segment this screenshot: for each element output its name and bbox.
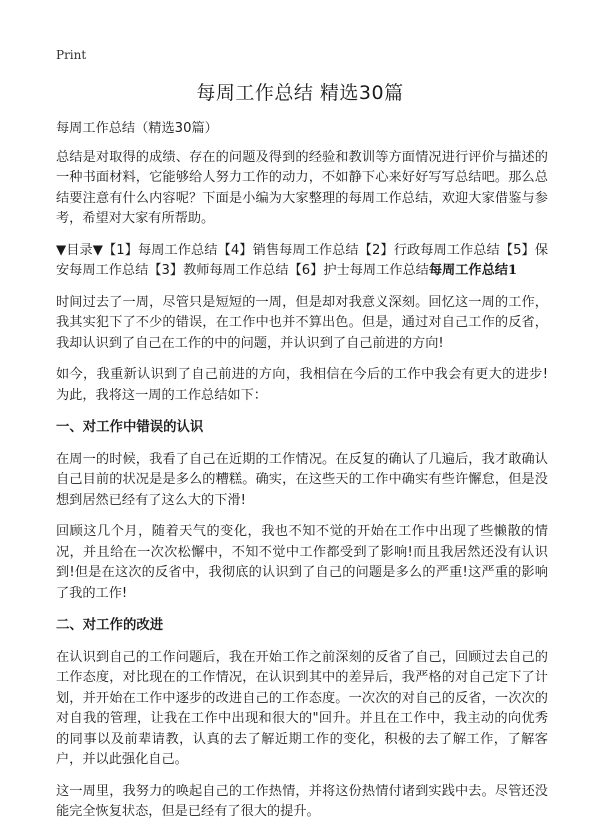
toc-link-6[interactable]: 【6】护士每周工作总结 bbox=[288, 263, 429, 278]
toc-link-4[interactable]: 【4】销售每周工作总结 bbox=[217, 242, 359, 258]
body-paragraph: 在周一的时候，我看了自己在近期的工作情况。在反复的确认了几遍后，我才敢确认自己目前的状况是是多么的糟糕。确实，在这些天的工作中确实有些许懈怠，但是没想到居然已经有了这么大的下滑! bbox=[56, 451, 548, 508]
section-title: 每周工作总结1 bbox=[428, 263, 518, 278]
body-paragraph: 这一周里，我努力的唤起自己的工作热情，并将这份热情付诸到实践中去。尽管还没能完全恢复状态，但是已经有了很大的提升。 bbox=[56, 783, 548, 819]
body-paragraph: 如今，我重新认识到了自己前进的方向，我相信在今后的工作中我会有更大的进步!为此，我将这一周的工作总结如下： bbox=[56, 367, 548, 403]
document-body bbox=[56, 119, 548, 823]
body-paragraph: 在认识到自己的工作问题后，我在开始工作之前深刻的反省了自己，回顾过去自己的工作态度，对比现在的工作情况，在认识到其中的差异后，我严格的对自己定下了计划，并开始在工作中逐步的改进自己的工作态度。一次次的对自己的反省，一次次的对自我的管理，让我在工作中出现和很大的"回升。并且在工作中，我主动的向优秀的同事以及前辈请教，认真的去了解近期工作的变化，积极的去了解工作，了解客户，并以此强化自己。 bbox=[56, 649, 548, 767]
page-title: 每周工作总结 精选30篇 bbox=[196, 82, 404, 104]
section-heading: 二、对工作的改进 bbox=[56, 618, 164, 633]
document-subtitle: 每周工作总结（精选30篇） bbox=[56, 121, 218, 136]
body-paragraph: 时间过去了一周，尽管只是短短的一周，但是却对我意义深刻。回忆这一周的工作，我其实犯下了不少的错误，在工作中也并不算出色。但是，通过对自己工作的反省，我却认识到了自己在工作的中的问题，并认识到了自己前进的方向! bbox=[56, 294, 548, 351]
toc-link-5[interactable]: 【5】保安每周工作总结 bbox=[56, 242, 549, 278]
body-paragraph: 回顾这几个月，随着天气的变化，我也不知不觉的开始在工作中出现了些懒散的情况，并且给在一次次松懈中，不知不觉中工作都受到了影响!而且我居然还没有认识到!但是在这次的反省中，我彻底的认识到了自己的问题是多么的严重!这严重的影响了我的工作! bbox=[56, 524, 548, 601]
table-of-contents bbox=[56, 241, 548, 282]
toc-link-1[interactable]: 【1】每周工作总结 bbox=[102, 242, 218, 258]
toc-link-3[interactable]: 【3】教师每周工作总结 bbox=[148, 263, 289, 278]
toc-link-2[interactable]: 【2】行政每周工作总结 bbox=[358, 242, 500, 258]
section-heading: 一、对工作中错误的认识 bbox=[56, 420, 204, 435]
intro-paragraph: 总结是对取得的成绩、存在的问题及得到的经验和教训等方面情况进行评价与描述的一种书面材料，它能够给人努力工作的动力，不如静下心来好好写写总结吧。那么总结要注意有什么内容呢？下面是小编为大家整理的每周工作总结，欢迎大家借鉴与参考，希望对大家有所帮助。 bbox=[56, 149, 548, 226]
print-label[interactable]: Print bbox=[56, 48, 87, 62]
toc-prefix: ▼目录▼ bbox=[56, 242, 103, 258]
